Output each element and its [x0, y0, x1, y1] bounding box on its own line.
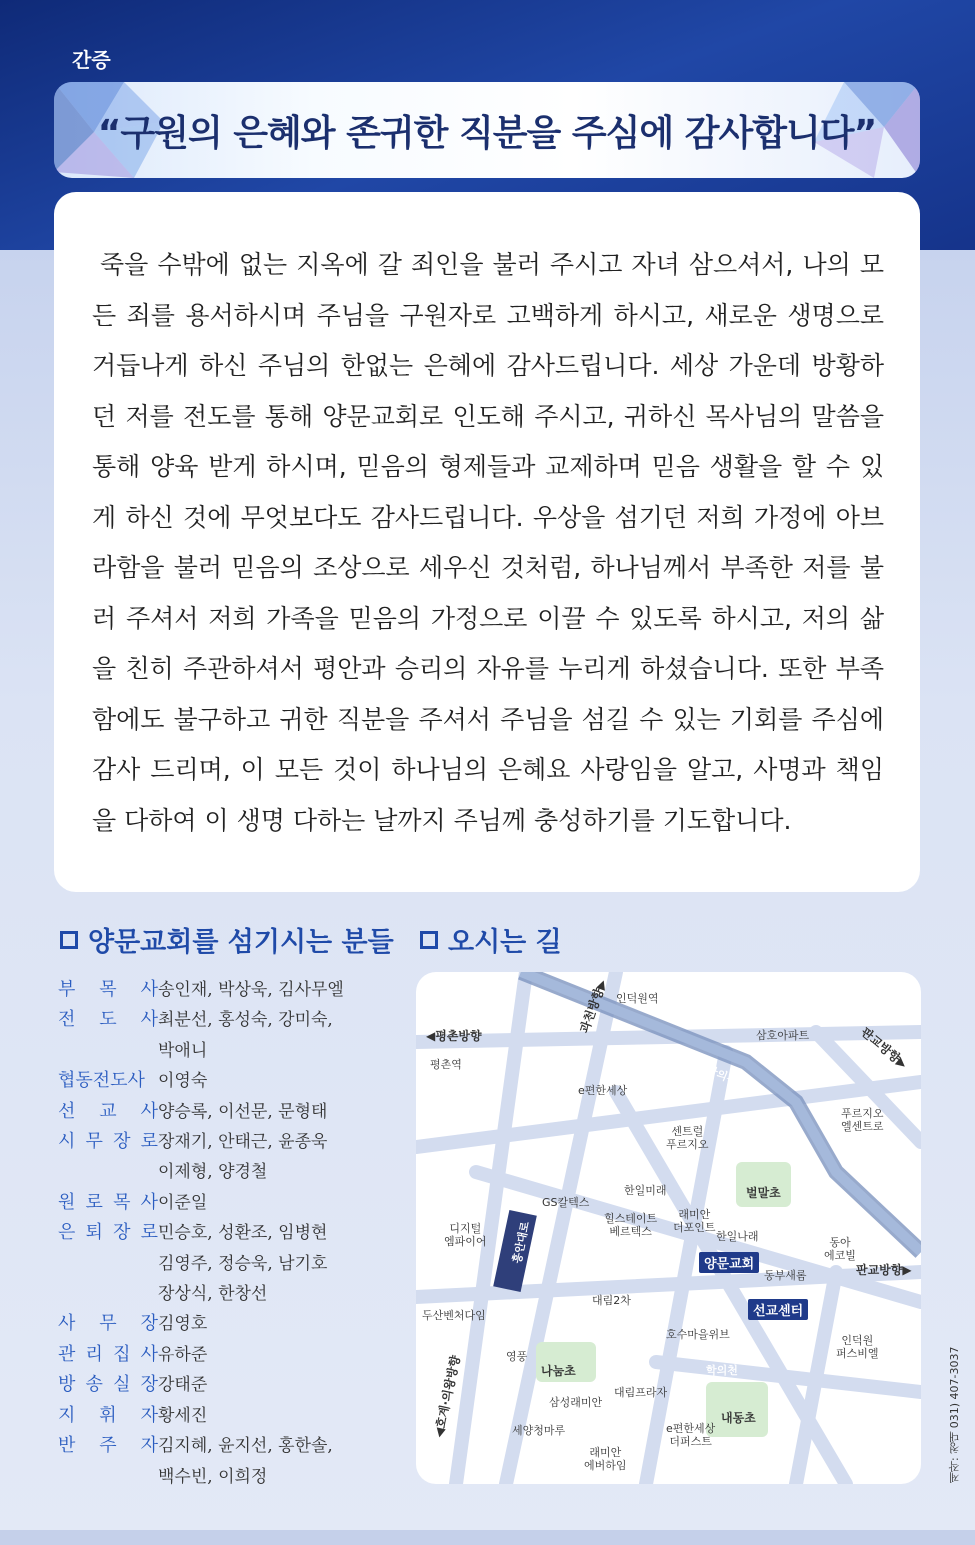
staff-role-char: 퇴: [85, 1222, 103, 1244]
place-raemian-ever: 래미안 에버하임: [584, 1446, 627, 1472]
staff-role-char: 집: [113, 1343, 131, 1365]
place-raemian-depo: 래미안 더포인트: [673, 1208, 716, 1234]
staff-role-char: 관: [58, 1343, 76, 1365]
staff-names: 김영호: [158, 1314, 208, 1335]
staff-role-char: 로: [140, 1222, 158, 1244]
staff-role: [58, 1188, 158, 1218]
square-bullet-icon: [420, 931, 438, 949]
school-beolmal: 벌말초: [746, 1186, 781, 1200]
map-heading: [420, 920, 562, 959]
staff-names: 이준일: [158, 1192, 208, 1213]
induk-station: 인덕원역: [616, 992, 659, 1005]
staff-role-char: 사: [140, 1191, 158, 1213]
testimony-text: 죽을 수밖에 없는 지옥에 갈 죄인을 불러 주시고 자녀 삼으셔서, 나의 모든 죄를 용서하시며 주님을 구원자로 고백하게 하시고, 새로운 생명으로 거듭나게 하신 주님의 한없는 은혜에 감사드립니다. 세상 가운데 방황하던 저를 전도를 통해 양문교회로 인도해 주시고, 귀하신 목사님의 말씀을 통해 양육 받게 하시며, 믿음의 형제들과 교제하며 믿음 생활을 할 수 있게 하신 것에 무엇보다도 감사드립니다. 우상을 섬기던 저희 가정에 아브라함을 불러 믿음의 조상으로 세우신 것처럼, 하나님께서 부족한 저를 불러 주셔서 저희 가족을 믿음의 가정으로 이끌 수 있도록 하시고, 저의 삶을 친히 주관하셔서 평안과 승리의 자유를 누리게 하셨습니다. 또한 부족함에도 불구하고 귀한 직분을 주셔서 주님을 섬길 수 있는 기회를 주심에 감사 드리며, 이 모든 것이 하나님의 은혜요 사랑임을 알고, 사명과 책임을 다하여 이 생명 다하는 날까지 주님께 충성하기를 기도합니다.: [92, 250, 884, 835]
staff-role-char: 전: [58, 1009, 76, 1031]
staff-role-char: 사: [140, 979, 158, 1000]
staff-role-char: 원: [58, 1191, 76, 1213]
staff-row: [58, 1279, 398, 1309]
section-tag: 간증: [72, 48, 111, 72]
staff-names: 장상식, 한창선: [158, 1284, 268, 1305]
staff-role-char: 사: [58, 1313, 76, 1335]
staff-role-char: 장: [113, 1131, 131, 1153]
place-hills: 힐스테이트 베르텍스: [604, 1212, 658, 1238]
staff-names: 이영숙: [158, 1071, 208, 1092]
staff-names: 김지혜, 윤지선, 홍한솔,: [158, 1436, 333, 1457]
staff-heading-label: 양문교회를 섬기시는 분들: [88, 927, 394, 958]
staff-names: 백수빈, 이희정: [158, 1466, 268, 1487]
staff-role-char: 자: [140, 1404, 158, 1426]
staff-role-char: 로: [85, 1191, 103, 1213]
staff-row: [58, 1066, 398, 1096]
staff-role-char: 사: [140, 1343, 158, 1365]
staff-role-char: 은: [58, 1222, 76, 1244]
staff-role: [58, 1401, 158, 1431]
place-gs: GS칼텍스: [542, 1196, 590, 1209]
road-label: 흥안대로: [510, 1220, 533, 1265]
place-daerim2: 대림2차: [592, 1294, 631, 1307]
staff-role-char: 자: [140, 1435, 158, 1457]
staff-role-char: 사: [140, 1100, 158, 1122]
staff-names: 이제형, 양경철: [158, 1162, 268, 1183]
staff-role-char: 교: [99, 1100, 117, 1122]
map-heading-label: 오시는 길: [448, 927, 562, 958]
staff-names: 황세진: [158, 1405, 208, 1426]
staff-names: 장재기, 안태근, 윤종욱: [158, 1132, 328, 1153]
staff-role-char: 선: [58, 1100, 76, 1122]
staff-role: [58, 1370, 158, 1400]
staff-names: 민승호, 성환조, 임병현: [158, 1223, 328, 1244]
school-nanum: 나눔초: [541, 1364, 576, 1378]
staff-role: [58, 1005, 158, 1035]
staff-row: [58, 1462, 398, 1492]
staff-names: 유하준: [158, 1344, 208, 1365]
place-epyunhan-the: e편한세상 더퍼스트: [666, 1422, 716, 1448]
place-youngpung: 영풍: [506, 1350, 528, 1363]
staff-role-char: 리: [85, 1343, 103, 1365]
pangyo-direction-right: 판교방향▶: [856, 1263, 912, 1277]
place-hosu: 호수마을위브: [666, 1328, 730, 1341]
staff-row: [58, 1249, 398, 1279]
staff-role: [58, 1036, 158, 1066]
staff-role: [58, 975, 158, 1005]
stream-label: 학의천: [706, 1364, 738, 1377]
staff-names: 송인재, 박상욱, 김사무엘: [158, 980, 344, 1000]
staff-role-char: 휘: [99, 1404, 117, 1426]
staff-role: [58, 1462, 158, 1492]
staff-row: [58, 1370, 398, 1400]
staff-role: [58, 1066, 158, 1096]
staff-role: [58, 1127, 158, 1157]
staff-row: [58, 1431, 398, 1461]
staff-role-char: 협동전도사: [58, 1070, 145, 1092]
place-samsung: 삼성래미안: [549, 1396, 603, 1409]
staff-role-char: 방: [58, 1374, 76, 1396]
staff-role-char: 송: [85, 1374, 103, 1396]
place-sejong: 세양청마루: [512, 1424, 566, 1437]
map-roads: [416, 972, 921, 1484]
bottom-bar: [0, 1530, 975, 1545]
pyeongchon-direction: ◀평촌방향: [426, 1029, 482, 1043]
staff-role-char: 도: [99, 1009, 117, 1031]
credit-text: 제작: 청대 031) 407-3037: [948, 1346, 961, 1484]
staff-names: 최분선, 홍성숙, 강미숙,: [158, 1010, 333, 1031]
place-induk-first: 인덕원 퍼스비엘: [836, 1334, 879, 1360]
staff-role-char: 목: [113, 1191, 131, 1213]
staff-role-char: 반: [58, 1435, 76, 1457]
staff-row: [58, 1309, 398, 1339]
place-prugio-el: 푸르지오 엘센트로: [841, 1107, 884, 1133]
school-naedong: 내동초: [721, 1411, 756, 1425]
place-digital: 디지털 엠파이어: [444, 1222, 487, 1248]
staff-role: [58, 1309, 158, 1339]
staff-heading: [60, 920, 394, 959]
staff-names: 박애니: [158, 1040, 208, 1061]
staff-row: [58, 1218, 398, 1248]
staff-role-char: 부: [58, 979, 76, 1000]
staff-row: [58, 975, 398, 1005]
staff-row: [58, 1036, 398, 1066]
staff-row: [58, 1005, 398, 1035]
place-epyunhan: e편한세상: [578, 1084, 628, 1097]
place-donga: 동아 에코빌: [824, 1236, 856, 1262]
staff-row: [58, 1188, 398, 1218]
staff-role-char: 장: [113, 1222, 131, 1244]
staff-role: [58, 1218, 158, 1248]
staff-role: [58, 1279, 158, 1309]
place-hanil-mirae: 한일미래: [624, 1184, 667, 1197]
staff-role-char: 지: [58, 1404, 76, 1426]
place-dongbu: 동부새롬: [764, 1269, 807, 1282]
church-marker: 양문교회: [699, 1252, 759, 1273]
hogye-direction: ◀호계·의왕방향: [431, 1354, 463, 1439]
place-central: 센트럴 푸르지오: [666, 1125, 709, 1151]
place-doosan: 두산벤처다임: [422, 1309, 486, 1322]
staff-names: 김영주, 정승욱, 남기호: [158, 1253, 328, 1274]
staff-role-char: 주: [99, 1435, 117, 1457]
staff-role-char: 무: [99, 1313, 117, 1335]
pangyo-direction-top: 판교방향▶: [858, 1024, 910, 1072]
place-hanil-narae: 한일나래: [716, 1230, 759, 1243]
staff-role: [58, 1097, 158, 1127]
place-samho: 삼호아파트: [756, 1029, 810, 1042]
staff-role: [58, 1157, 158, 1187]
staff-role: [58, 1249, 158, 1279]
pyeongchon-station: 평촌역: [430, 1058, 462, 1071]
hagui-stream-label: 학의천: [704, 1063, 740, 1088]
staff-role-char: 로: [140, 1131, 158, 1153]
staff-row: [58, 1401, 398, 1431]
staff-role-char: 사: [140, 1009, 158, 1031]
staff-row: [58, 1340, 398, 1370]
staff-row: [58, 1157, 398, 1187]
mission-center-marker: 선교센터: [748, 1299, 808, 1320]
staff-role-char: 장: [140, 1374, 158, 1396]
staff-role-char: 시: [58, 1131, 76, 1153]
title-banner: [54, 82, 920, 178]
staff-names: 강태준: [158, 1375, 208, 1396]
staff-role-char: 목: [99, 979, 117, 1000]
staff-names: 양승록, 이선문, 문형태: [158, 1101, 328, 1122]
directions-map: [416, 972, 921, 1484]
gwacheon-direction: 과천방향▶: [577, 977, 610, 1035]
staff-role-char: 무: [85, 1131, 103, 1153]
staff-role: [58, 1431, 158, 1461]
square-bullet-icon: [60, 931, 78, 949]
place-daerim-plaza: 대림프라자: [614, 1386, 668, 1399]
staff-row: [58, 1097, 398, 1127]
staff-list: [58, 975, 398, 1492]
page-title: “구원의 은혜와 존귀한 직분을 주심에 감사합니다”: [97, 112, 877, 154]
staff-role-char: 실: [113, 1374, 131, 1396]
staff-role: [58, 1340, 158, 1370]
staff-role-char: 장: [140, 1313, 158, 1335]
staff-row: [58, 1127, 398, 1157]
